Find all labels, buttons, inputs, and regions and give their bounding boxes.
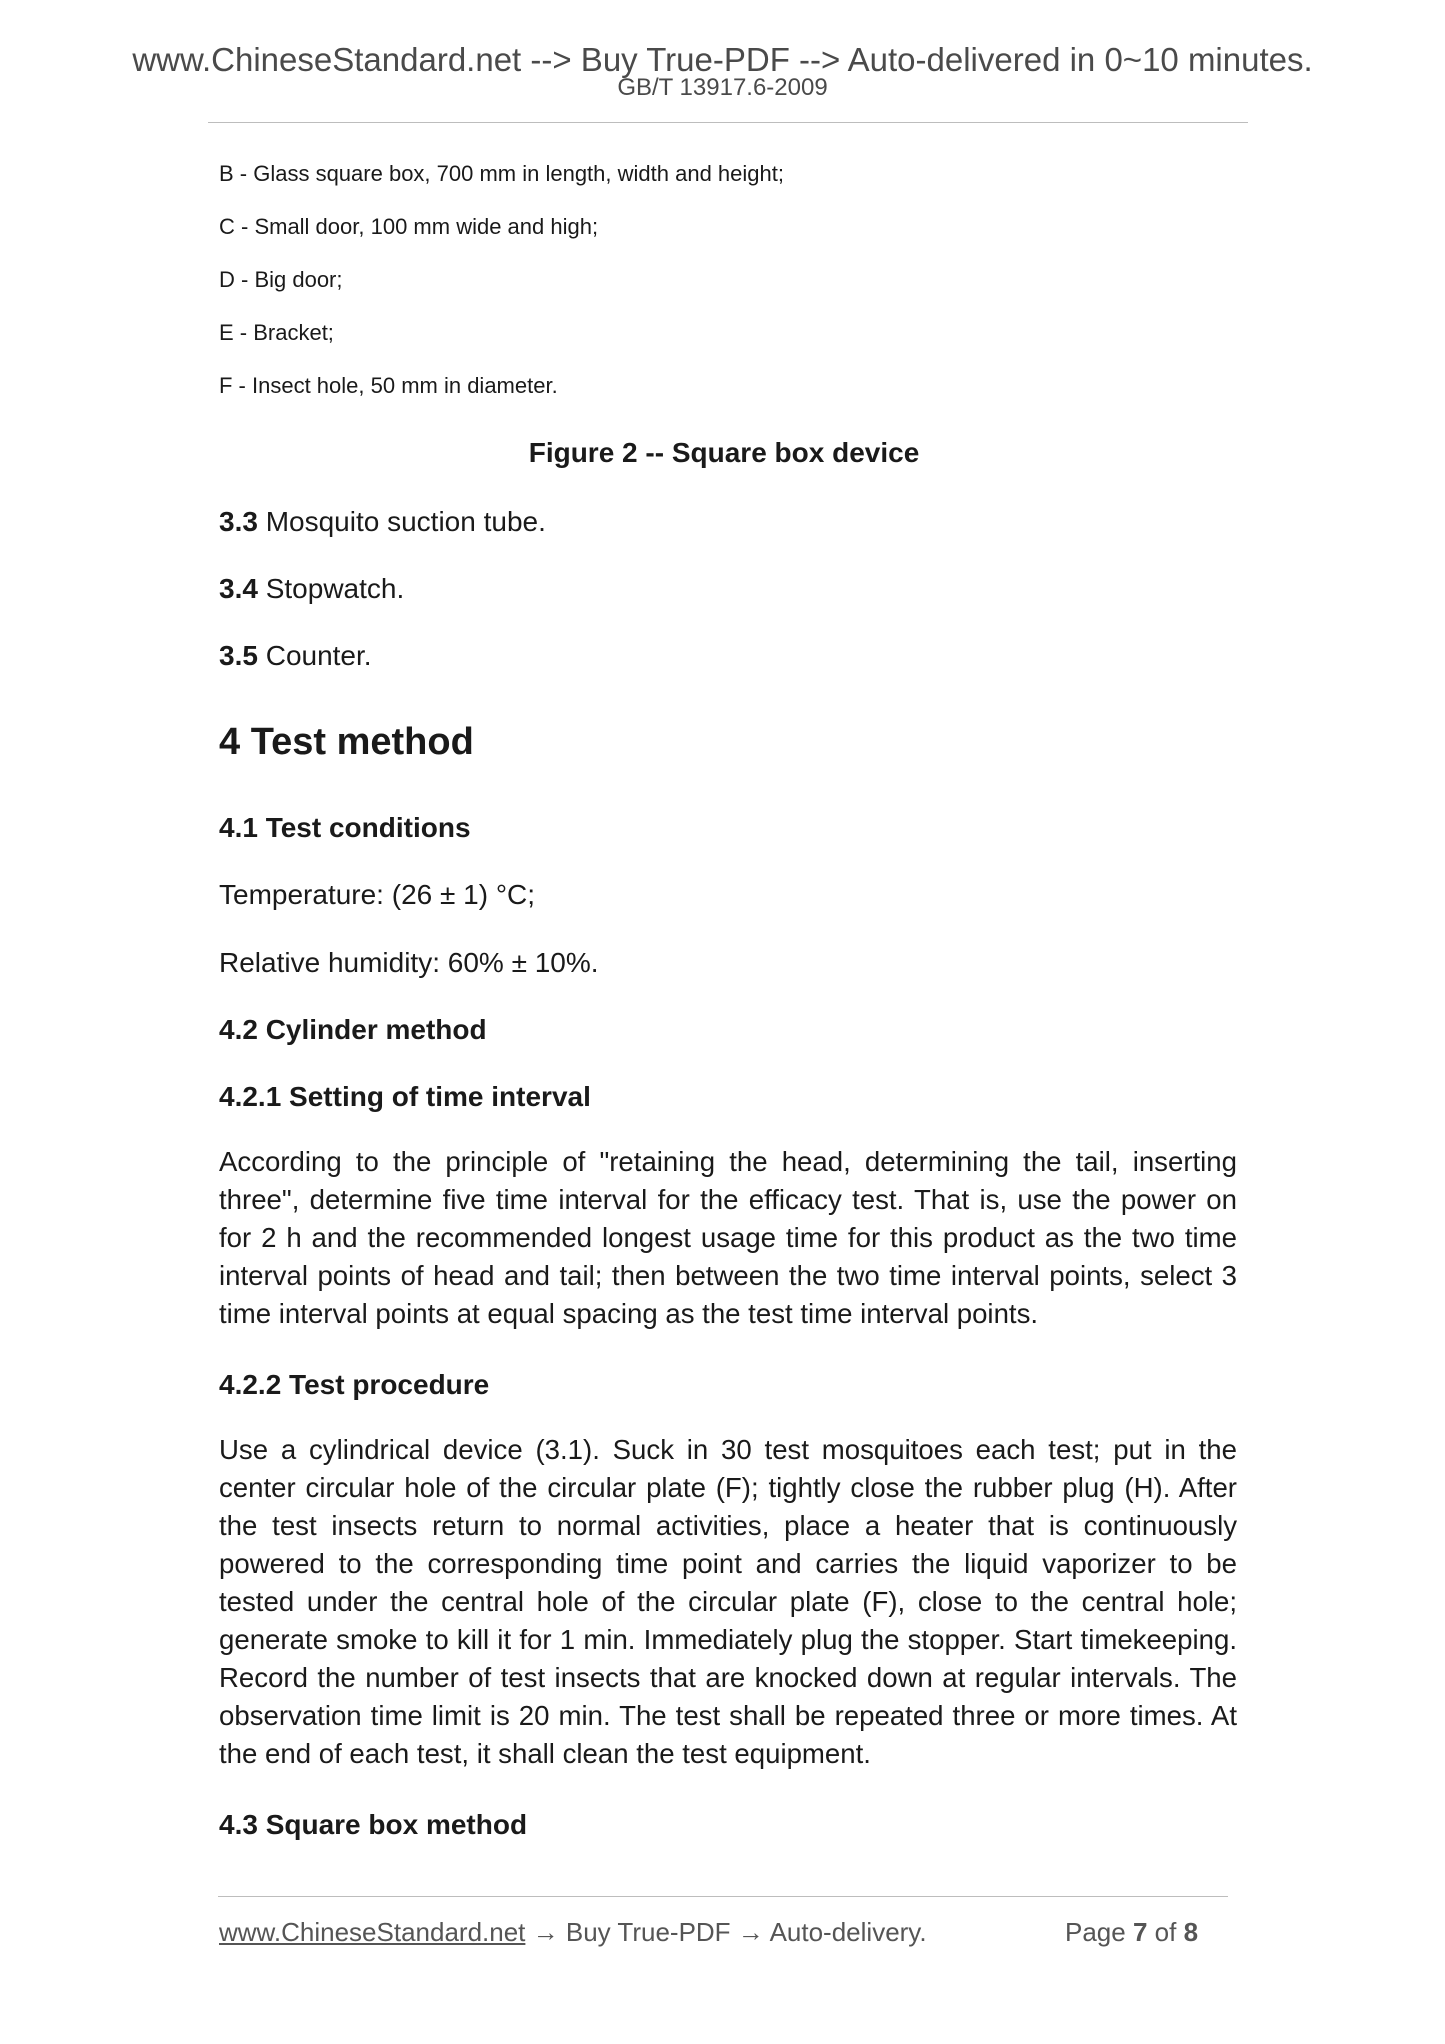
footer-divider	[218, 1896, 1228, 1897]
page-label: Page	[1065, 1917, 1133, 1947]
heading-4-2: 4.2 Cylinder method	[219, 1014, 487, 1045]
legend-item-f: F - Insect hole, 50 mm in diameter.	[219, 373, 558, 398]
footer-link[interactable]: www.ChineseStandard.net	[219, 1917, 526, 1947]
clause-number: 3.5	[219, 640, 258, 671]
heading-4-2-2: 4.2.2 Test procedure	[219, 1369, 490, 1400]
legend-item-e: E - Bracket;	[219, 320, 334, 345]
legend-item-d: D - Big door;	[219, 267, 343, 292]
current-page: 7	[1132, 1917, 1148, 1947]
document-id: GB/T 13917.6-2009	[617, 74, 828, 101]
clause-number: 3.3	[219, 506, 258, 537]
footer-promo-text: → Buy True-PDF → Auto-delivery.	[525, 1917, 927, 1947]
equipment-item	[219, 572, 404, 606]
heading-4-3: 4.3 Square box method	[219, 1809, 528, 1840]
equipment-item	[219, 639, 372, 673]
figure-caption: Figure 2 -- Square box device	[528, 437, 920, 468]
clause-text: Mosquito suction tube.	[257, 506, 546, 537]
paragraph-4-2-1: According to the principle of "retaining the head, determining the tail, inserting three", determine five time interval for the efficacy test. That is, use the power on for 2 h and the recommended longest usage time for this product as the two time interval points of head and tail; then between the two time interval points, select 3 time interval points at equal spacing as the test time interval points.	[219, 1146, 1237, 1329]
heading-4-1: 4.1 Test conditions	[219, 812, 471, 843]
heading-4-2-1: 4.2.1 Setting of time interval	[219, 1081, 591, 1112]
clause-text: Counter.	[257, 640, 372, 671]
humidity-condition: Relative humidity: 60% ± 10%.	[219, 947, 599, 978]
equipment-item	[219, 505, 546, 539]
clause-number: 3.4	[219, 573, 258, 604]
page-number	[1065, 1916, 1198, 1948]
legend-item-c: C - Small door, 100 mm wide and high;	[219, 214, 599, 239]
section-heading-4: 4 Test method	[219, 721, 474, 763]
footer-promo	[219, 1916, 927, 1948]
paragraph-4-2-2: Use a cylindrical device (3.1). Suck in 30 test mosquitoes each test; put in the center circular hole of the circular plate (F); tightly close the rubber plug (H). After the test insects return to normal activities, place a heater that is continuously powered to the corresponding time point and carries the liquid vaporizer to be tested under the central hole of the circular plate (F), close to the central hole; generate smoke to kill it for 1 min. Immediately plug the stopper. Start timekeeping. Record the number of test insects that are knocked down at regular intervals. The observation time limit is 20 min. The test shall be repeated three or more times. At the end of each test, it shall clean the test equipment.	[219, 1434, 1237, 1769]
site-banner[interactable]: www.ChineseStandard.net --> Buy True-PDF --> Auto-delivered in 0~10 minutes.	[132, 41, 1313, 78]
legend-item-b: B - Glass square box, 700 mm in length, width and height;	[219, 161, 784, 186]
of-label: of	[1147, 1917, 1184, 1947]
temperature-condition: Temperature: (26 ± 1) °C;	[219, 879, 536, 910]
total-pages: 8	[1183, 1917, 1199, 1947]
clause-text: Stopwatch.	[257, 573, 405, 604]
header-divider	[208, 122, 1248, 123]
